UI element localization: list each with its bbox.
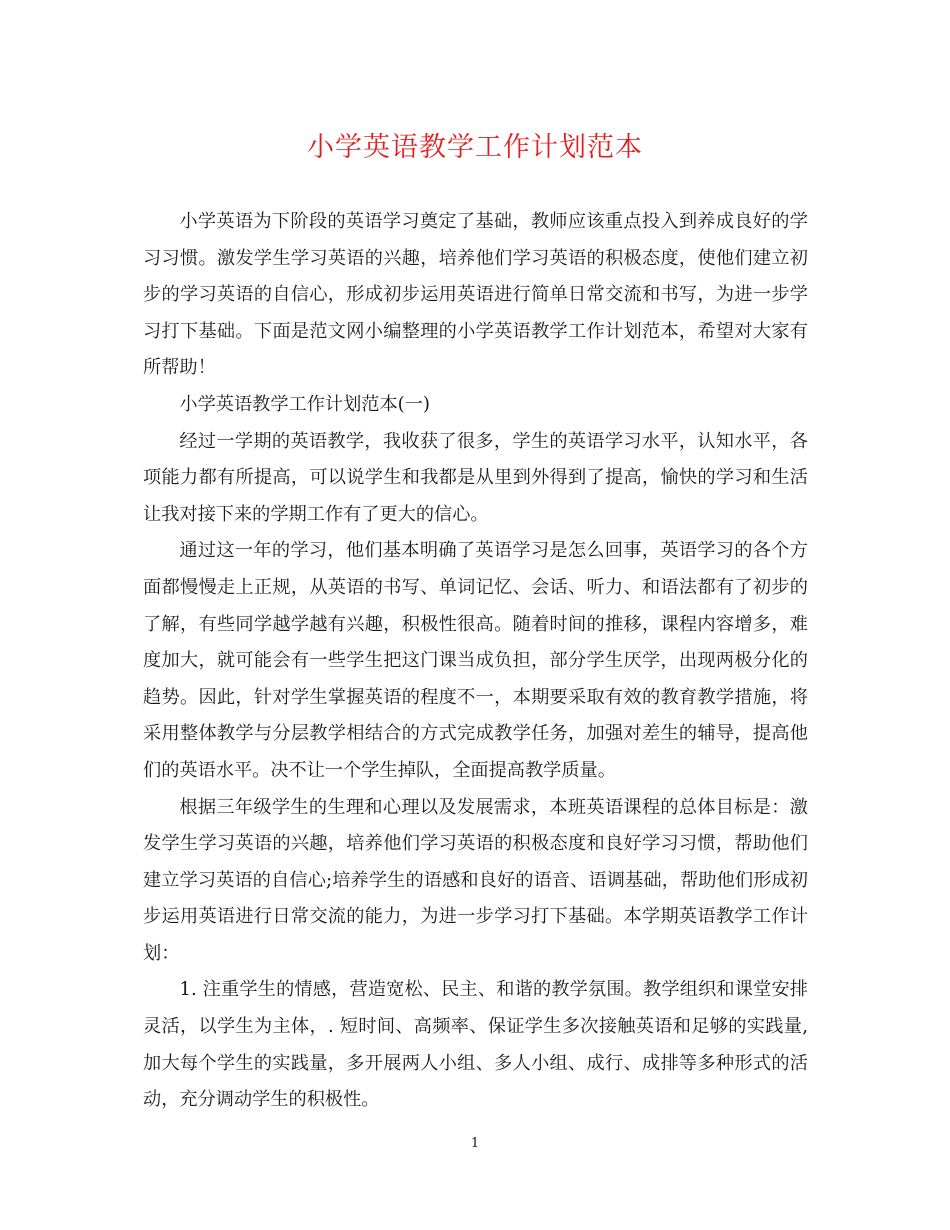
body-paragraph: 经过一学期的英语教学，我收获了很多，学生的英语学习水平，认知水平，各项能力都有所提高，可以说学生和我都是从里到外得到了提高，愉快的学习和生活让我对接下来的学期工作有了更大的信心。 [143,430,808,525]
body-paragraph: 通过这一年的学习，他们基本明确了英语学习是怎么回事，英语学习的各个方面都慢慢走上正规，从英语的书写、单词记忆、会话、听力、和语法都有了初步的了解，有些同学越学越有兴趣，积极性很高。随着时间的推移，课程内容增多，难度加大，就可能会有一些学生把这门课当成负担，部分学生厌学，出现两极分化的趋势。因此，针对学生掌握英语的程度不一，本期要采取有效的教育教学措施，将采用整体教学与分层教学相结合的方式完成教学任务，加强对差生的辅导，提高他们的英语水平。决不让一个学生掉队，全面提高教学质量。 [143,540,808,781]
page-number: 1 [470,1136,480,1151]
intro-paragraph: 小学英语为下阶段的英语学习奠定了基础，教师应该重点投入到养成良好的学习习惯。激发学生学习英语的兴趣，培养他们学习英语的积极态度，使他们建立初步的学习英语的自信心，形成初步运用英语进行简单日常交流和书写，为进一步学习打下基础。下面是范文网小编整理的小学英语教学工作计划范本，希望对大家有所帮助！ [143,211,808,379]
body-paragraph: 根据三年级学生的生理和心理以及发展需求，本班英语课程的总体目标是：激发学生学习英语的兴趣，培养他们学习英语的积极态度和良好学习习惯，帮助他们建立学习英语的自信心;培养学生的语感和良好的语音、语调基础，帮助他们形成初步运用英语进行日常交流的能力，为进一步学习打下基础。本学期英语教学工作计划： [143,796,808,964]
list-item-paragraph: 1. 注重学生的情感，营造宽松、民主、和谐的教学氛围。教学组织和课堂安排灵活，以学生为主体，. 短时间、高频率、保证学生多次接触英语和足够的实践量,加大每个学生的实践量，多开展两人小组、多人小组、成行、成排等多种形式的活动，充分调动学生的积极性。 [143,979,808,1111]
section-heading: 小学英语教学工作计划范本(一) [179,393,431,415]
document-body [143,204,808,1119]
document-title: 小学英语教学工作计划范本 [307,132,643,163]
